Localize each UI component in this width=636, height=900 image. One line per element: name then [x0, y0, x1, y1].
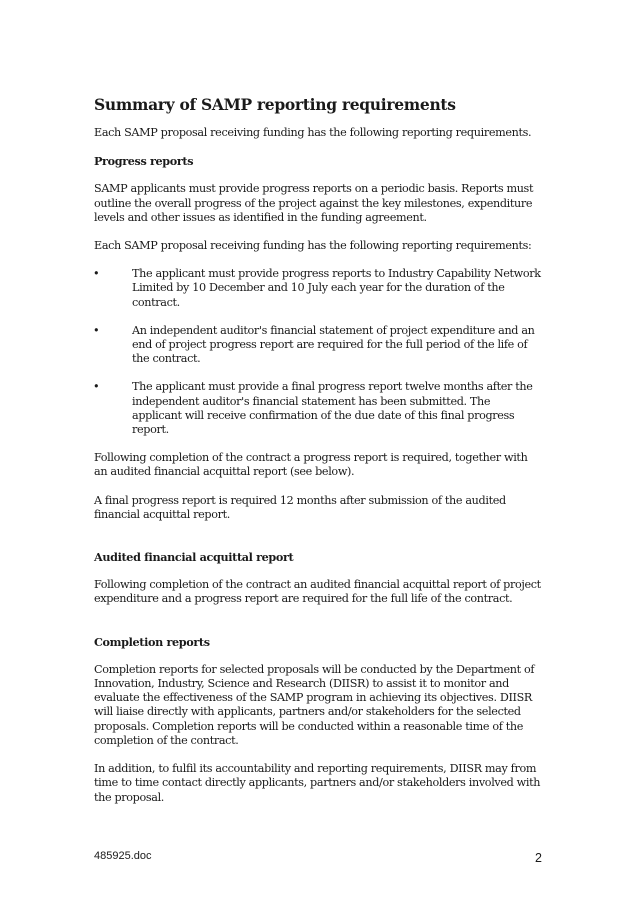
- progress-paragraph-2: Each SAMP proposal receiving funding has the following reporting requirements:: [94, 239, 532, 253]
- progress-paragraph-3: Following completion of the contract a progress report is required, together with an audited financial acquittal report (see below).: [94, 451, 528, 479]
- audited-paragraph-1: Following completion of the contract an audited financial acquittal report of project expenditure and a progress report are required for the full life of the contract.: [94, 578, 541, 606]
- bullet-icon: •: [93, 380, 100, 394]
- footer-page-number: 2: [535, 851, 542, 865]
- document-title: Summary of SAMP reporting requirements: [94, 95, 456, 114]
- completion-paragraph-2: In addition, to fulfil its accountability and reporting requirements, DIISR may from time to time contact directly applicants, partners and/or stakeholders involved with the proposal.: [94, 762, 541, 804]
- section-heading-progress-reports: Progress reports: [94, 154, 194, 169]
- progress-paragraph-4: A final progress report is required 12 months after submission of the audited financial acquittal report.: [94, 493, 506, 521]
- list-item-text: The applicant must provide a final progress report twelve months after the independent auditor's financial statement has been submitted. The applicant will receive confirmation of the due date of this final progress report.: [132, 380, 533, 437]
- list-item-text: An independent auditor's financial statement of project expenditure and an end of project progress report are required for the full period of the life of the contract.: [132, 323, 535, 366]
- section-heading-audited-financial-acquittal-report: Audited financial acquittal report: [94, 550, 294, 565]
- list-item: [94, 267, 542, 310]
- list-item: [94, 380, 542, 437]
- bullet-icon: •: [93, 323, 100, 337]
- completion-paragraph-1: Completion reports for selected proposals will be conducted by the Department of Innovation, Industry, Science and Research (DIISR) to assist it to monitor and evaluate the effectiveness of the SAMP program in achieving its objectives. DIISR will liaise directly with applicants, partners and/or stakeholders for the selected proposals. Completion reports will be conducted within a reasonable time of the completion of the contract.: [94, 662, 535, 747]
- section-heading-completion-reports: Completion reports: [94, 634, 210, 649]
- document-page: [94, 96, 542, 819]
- bullet-icon: •: [93, 267, 100, 281]
- progress-paragraph-1: SAMP applicants must provide progress reports on a periodic basis. Reports must outline the overall progress of the project against the key milestones, expenditure levels and other issues as identified in the funding agreement.: [94, 182, 534, 224]
- intro-paragraph: Each SAMP proposal receiving funding has the following reporting requirements.: [94, 126, 532, 139]
- footer-document-name: 485925.doc: [94, 850, 152, 862]
- progress-requirements-list: [94, 267, 542, 437]
- list-item-text: The applicant must provide progress reports to Industry Capability Network Limited by 10 December and 10 July each year for the duration of the contract.: [132, 267, 541, 309]
- list-item: [94, 324, 542, 367]
